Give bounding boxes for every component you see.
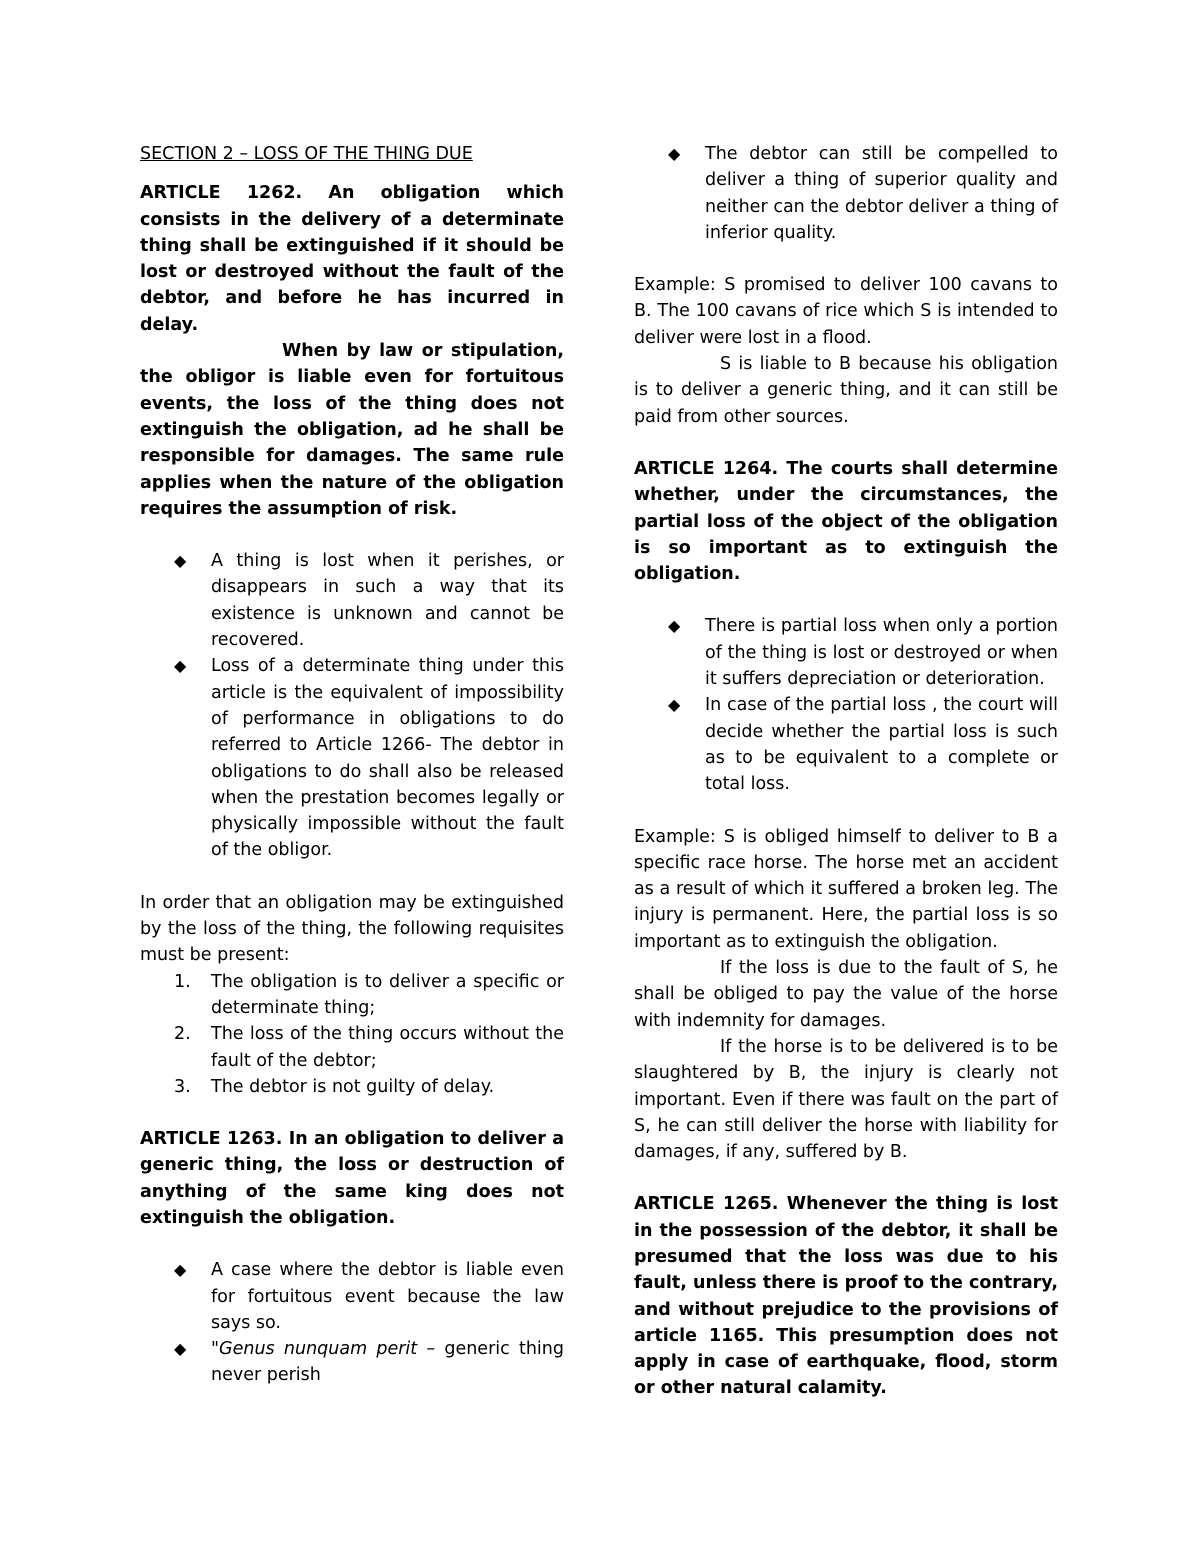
latin-maxim: "Genus nunquam perit <box>211 1339 418 1360</box>
left-column <box>140 141 564 1389</box>
list-number: 3. <box>174 1076 191 1097</box>
list-item: ◆ There is partial loss when only a portion of the thing is lost or destroyed or when it suffers depreciation or deterioration. <box>634 613 1058 692</box>
article-1262-paragraph-2: When by law or stipulation, the obligor is liable even for fortuitous events, the loss of the thing does not extinguish the obligation, ad he shall be responsible for damages. The same rule applies when the nature of the obligation requires the assumption of risk. <box>140 341 564 519</box>
diamond-bullet-icon: ◆ <box>174 1260 187 1280</box>
article-1263-text: ARTICLE 1263. In an obligation to deliver a generic thing, the loss or destruction of anything of the same king does not extinguish the obligation. <box>140 1129 564 1228</box>
diamond-bullet-icon: ◆ <box>668 695 681 715</box>
diamond-bullet-icon: ◆ <box>174 551 187 571</box>
diamond-bullet-icon: ◆ <box>174 656 187 676</box>
article-1262-bullets <box>140 548 564 864</box>
article-1264-bullets <box>634 613 1058 797</box>
example-1-text: Example: S promised to deliver 100 cavans to B. The 100 cavans of rice which S is intended to deliver were lost in a flood. <box>634 275 1058 348</box>
list-number: 1. <box>174 971 191 992</box>
diamond-bullet-icon: ◆ <box>668 144 681 163</box>
example-2-text: Example: S is obliged himself to deliver to B a specific race horse. The horse met an accident as a result of which it suffered a broken leg. The injury is permanent. Here, the partial loss is so important as to extinguish the obligation. <box>634 826 1058 952</box>
list-item: ◆ The debtor can still be compelled to deliver a thing of superior quality and neither can the debtor deliver a thing of inferior quality. <box>634 141 1058 246</box>
diamond-bullet-icon: ◆ <box>174 1339 187 1359</box>
requisites-list <box>140 969 564 1100</box>
example-1-paragraph-2: S is liable to B because his obligation is to deliver a generic thing, and it can still be paid from other sources. <box>634 354 1058 427</box>
right-column <box>634 141 1058 1402</box>
diamond-bullet-icon: ◆ <box>668 616 681 636</box>
list-item: 3. The debtor is not guilty of delay. <box>140 1074 564 1100</box>
requisites-intro: In order that an obligation may be extinguished by the loss of the thing, the following requisites must be present: <box>140 892 564 966</box>
list-item: ◆ "Genus nunquam perit – generic thing never perish <box>140 1336 564 1389</box>
section-title: SECTION 2 – LOSS OF THE THING DUE <box>140 144 473 164</box>
list-item: 2. The loss of the thing occurs without the fault of the debtor; <box>140 1021 564 1074</box>
list-item: ◆ A case where the debtor is liable even for fortuitous event because the law says so. <box>140 1257 564 1336</box>
list-item: ◆ In case of the partial loss , the court will decide whether the partial loss is such as to be equivalent to a complete or total loss. <box>634 692 1058 797</box>
article-1264-text: ARTICLE 1264. The courts shall determine whether, under the circumstances, the partial loss of the object of the obligation is so important as to extinguish the obligation. <box>634 458 1058 585</box>
article-1265-text: ARTICLE 1265. Whenever the thing is lost in the possession of the debtor, it shall be presumed that the loss was due to his fault, unless there is proof to the contrary, and without prejudice to the provisions of article 1165. This presumption does not apply in case of earthquake, flood, storm or other natural calamity. <box>634 1194 1058 1399</box>
list-item: ◆ Loss of a determinate thing under this article is the equivalent of impossibility of performance in obligations to do referred to Article 1266- The debtor in obligations to do shall also be released when the prestation becomes legally or physically impossible without the fault of the obligor. <box>140 653 564 863</box>
list-item: 1. The obligation is to deliver a specific or determinate thing; <box>140 969 564 1022</box>
example-2-paragraph-3: If the horse is to be delivered is to be slaughtered by B, the injury is clearly not important. Even if there was fault on the part of S, he can still deliver the horse with liability for damages, if any, suffered by B. <box>634 1036 1058 1163</box>
list-item: ◆ A thing is lost when it perishes, or disappears in such a way that its existence is unknown and cannot be recovered. <box>140 548 564 653</box>
list-number: 2. <box>174 1024 191 1045</box>
continued-bullets <box>634 141 1058 246</box>
article-1262-text: ARTICLE 1262. An obligation which consists in the delivery of a determinate thing shall be extinguished if it should be lost or destroyed without the fault of the debtor, and before he has incurred in delay. <box>140 183 564 335</box>
example-2-paragraph-2: If the loss is due to the fault of S, he shall be obliged to pay the value of the horse with indemnity for damages. <box>634 958 1058 1031</box>
article-1263-bullets <box>140 1257 564 1388</box>
